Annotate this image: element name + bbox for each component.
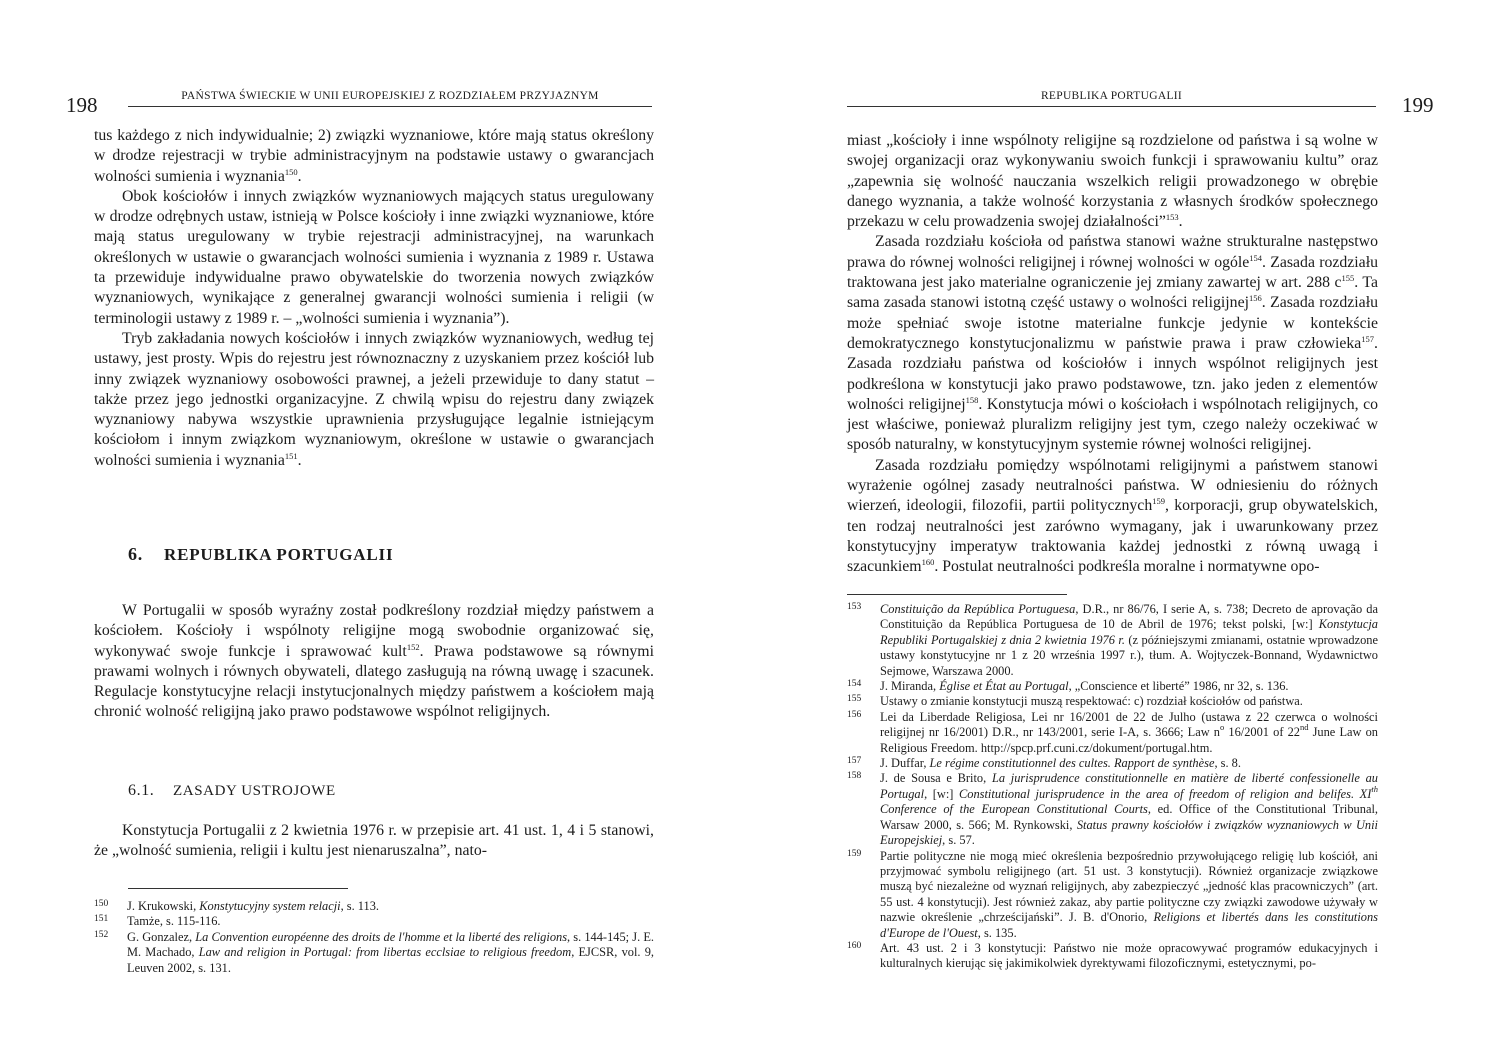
footnote: 151 Tamże, s. 115-116.: [94, 914, 221, 929]
footnote: 150 J. Krukowski, Konstytucyjny system relacji, s. 113.: [94, 899, 380, 913]
body-text-bottom: [94, 821, 654, 862]
paragraph: Obok kościołów i innych związków wyznaniowych mających status uregulowany w drodze odrębnych ustaw, istnieją w Polsce kościoły i inne związki wyznaniowe, które mają status uregulowany w trybie rejestracji administracyjnej, na warunkach określonych w ustawie o gwarancjach wolności sumienia i wyznania z 1989 r. Ustawa ta przewiduje indywidualne prawo obywatelskie do tworzenia nowych związków wyznaniowych, wynikające z generalnej gwarancji wolności sumienia i religii (w terminologii ustawy z 1989 r. – „wolności sumienia i wyznania”).: [94, 187, 654, 327]
header-rule: [128, 106, 652, 107]
footnote-ref: 154: [1249, 252, 1263, 263]
footnote: 155 Ustawy o zmianie konstytucji muszą respektować: c) rozdział kościołów od państwa.: [847, 694, 1303, 709]
footnote: 158 J. de Sousa e Brito, La jurisprudence constitutionnelle en matière de liberté confessionelle au Portugal, [w:] Constitutional jurisprudence in the area of freedom of religion and belifes. XIth Conference of the European Constitutional Courts, ed. Office of the Constitutional Tribunal, Warsaw 2000, s. 566; M. Rynkowski, Status prawny kościołów i związków wyznaniowych w Unii Europejskiej, s. 57.: [847, 771, 1378, 848]
body-text-top: [94, 126, 654, 471]
footnote-ref: 150: [284, 166, 298, 177]
section-number: 6.: [128, 544, 144, 564]
paragraph: Zasada rozdziału pomiędzy wspólnotami religijnymi a państwem stanowi wyrażenie ogólnej zasady neutralności państwa. W odniesieniu do różnych wierzeń, ideologii, filozofii, partii politycznych$^{159}$, korporacji, grup obywatelskich, ten rodzaj neutralności jest zarówno wymagany, jak i uwarunkowany przez konstytucyjny imperatyw traktowania każdej jednostki z równą uwagą i szacunkiem$^{160}$. Postulat neutralności podkreśla moralne i normatywne opo-: [847, 456, 1378, 576]
body-text-middle: [94, 601, 654, 723]
footnote-ref: 155: [1341, 273, 1355, 284]
page-number: 199: [1402, 93, 1434, 117]
running-head: PAŃSTWA ŚWIECKIE W UNII EUROPEJSKIEJ Z ROZDZIAŁEM PRZYJAZNYM: [181, 90, 599, 102]
section-title: REPUBLIKA PORTUGALII: [164, 545, 394, 564]
footnote-ref: 160: [921, 557, 935, 568]
subsection-title: ZASADY USTROJOWE: [173, 783, 336, 799]
footnote: 156 Lei da Liberdade Religiosa, Lei nr 16/2001 de 22 de Julho (ustawa z 22 czerwca o wolności religijnej nr 16/2001) D.R., nr 143/2001, serie I-A, s. 3666; Law $n^o$ 16/2001 of 22nd June Law on Religious Freedom. http://spcp.prf.cuni.cz/dokument/portugal.htm.: [847, 709, 1378, 755]
body-text: [847, 131, 1378, 578]
footnotes: [94, 899, 654, 976]
paragraph: Zasada rozdziału kościoła od państwa stanowi ważne strukturalne następstwo prawa do równej wolności religijnej i równej wolności w ogóle$^{154}$. Zasada rozdziału traktowana jest jako materialne ograniczenie jej zmiany zawartej w art. 288 $c^{155}$. Ta sama zasada stanowi istotną część ustawy o wolności religijnej$^{156}$. Zasada rozdziału może spełniać swoje istotne materialne funkcje jedynie w kontekście demokratycznego konstytucjonalizmu w państwie prawa i praw człowieka$^{157}$. Zasada rozdziału państwa od kościołów i innych wspólnot religijnych jest podkreślona w konstytucji jako prawo podstawowe, tzn. jako jeden z elementów wolności religijnej$^{158}$. Konstytucja mówi o kościołach i wspólnotach religijnych, co jest właściwe, ponieważ pluralizm religijny jest tym, czego należy oczekiwać w sposób naturalny, w konstytucyjnym systemie równej wolności religijnej.: [847, 233, 1378, 454]
footnote-ref: 151: [284, 450, 298, 461]
footnote-ref: 153: [1165, 212, 1179, 223]
subsection-number: 6.1.: [128, 782, 155, 799]
paragraph: miast „kościoły i inne wspólnoty religijne są rozdzielone od państwa i są wolne w swojej organizacji oraz wykonywaniu swoich funkcji i sprawowaniu kultu” oraz „zapewnia się wolność nauczania wszelkich religii prowadzonego w obrębie danego wyznania, a także wolność korzystania z własnych środków społecznego przekazu w celu prowadzenia swojej działalności”$^{153}$.: [847, 132, 1378, 231]
footnote-rule: [847, 594, 1067, 595]
paragraph: W Portugalii w sposób wyraźny został podkreślony rozdział między państwem a kościołem. Kościoły i wspólnoty religijne mogą swobodnie organizować się, wykonywać swoje funkcje i sprawować kult$^{152}$. Prawa podstawowe są równymi prawami wolnych i równych obywateli, dlatego zasługują na równą uwagę i szacunek. Regulacje konstytucyjne relacji instytucjonalnych między państwem a kościołem mają chronić wolność religijną jako prawo podstawowe wspólnot religijnych.: [94, 602, 654, 721]
footnote: 154 J. Miranda, Église et État au Portugal, „Conscience et liberté” 1986, nr 32, s. 136.: [847, 679, 1289, 694]
footnote: 157 J. Duffar, Le régime constitutionnel des cultes. Rapport de synthèse, s. 8.: [847, 756, 1241, 771]
footnote: 152 G. Gonzalez, La Convention européenne des droits de l'homme et la liberté des religions, s. 144-145; J. E. M. Machado, Law and religion in Portugal: from libertas ecclsiae to religious freedom, EJCSR, vol. 9, Leuven 2002, s. 131.: [94, 929, 654, 975]
footnote-ref: 156: [1248, 293, 1262, 304]
section-heading: [128, 543, 393, 566]
paragraph: Tryb zakładania nowych kościołów i innych związków wyznaniowych, według tej ustawy, jest prosty. Wpis do rejestru jest równoznaczny z uzyskaniem przez kościół lub inny związek wyznaniowy osobowości prawnej, a jeżeli przewiduje to dany statut – także przez jego jednostki organizacyjne. Z chwilą wpisu do rejestru dany związek wyznaniowy nabywa wszystkie uprawnienia przysługujące legalnie istniejącym kościołom i innym związkom wyznaniowym, określone w ustawie o gwarancjach wolności sumienia i wyznania$^{151}$.: [94, 329, 654, 469]
paragraph: Konstytucja Portugalii z 2 kwietnia 1976 r. w przepisie art. 41 ust. 1, 4 i 5 stanowi, że „wolność sumienia, religii i kultu jest nienaruszalna”, nato-: [94, 822, 654, 860]
footnote: 159 Partie polityczne nie mogą mieć określenia bezpośrednio przywołującego religię lub kościół, ani przyjmować symbolu religijnego (art. 51 ust. 3 konstytucji). Również organizacje związkowe muszą być niezależne od wyznań religijnych, aby zabezpieczyć „jedność klas pracowniczych” (art. 55 ust. 4 konstytucji). Jest również zakaz, aby partie polityczne czy związki zawodowe używały w nazwie określenie „chrześcijański”. J. B. d'Onorio, Religions et libertés dans les constitutions d'Europe de l'Ouest, s. 135.: [847, 848, 1379, 940]
footnote: 153 Constituição da República Portuguesa, D.R., nr 86/76, I serie A, s. 738; Decreto de aprovação da Constituição da República Portuguesa de 10 de Abril de 1976; tekst polski, [w:] Konstytucja Republiki Portugalskiej z dnia 2 kwietnia 1976 r. (z późniejszymi zmianami, ostatnie wprowadzone ustawy konstytucyjne nr 1 z 20 września 1997 r.), tłum. A. Wojtyczek-Bonnand, Wydawnictwo Sejmowe, Warszawa 2000.: [847, 602, 1378, 678]
footnote-ref: 159: [1152, 496, 1165, 507]
running-head: REPUBLIKA PORTUGALII: [1040, 90, 1183, 102]
paragraph: tus każdego z nich indywidualnie; 2) związki wyznaniowe, które mają status określony w drodze rejestracji w trybie administracyjnym na podstawie ustawy o gwarancjach wolności sumienia i wyznania$^{150}$.: [94, 127, 654, 185]
right-page: [750, 0, 1500, 1059]
page-number: 198: [66, 93, 98, 117]
subsection-heading: [128, 781, 336, 801]
header-rule: [847, 106, 1376, 107]
footnote-ref: 157: [1361, 333, 1375, 344]
footnote-ref: 152: [406, 641, 420, 652]
footnote-ref: 158: [965, 394, 979, 405]
footnotes: [847, 602, 1378, 972]
footnote-rule: [128, 888, 348, 889]
footnote: 160 Art. 43 ust. 2 i 3 konstytucji: Państwo nie może opracowywać programów edukacyjnych i kulturalnych kierując się jakimikolwiek dyrektywami filozoficznymi, estetycznymi, po-: [847, 940, 1378, 971]
